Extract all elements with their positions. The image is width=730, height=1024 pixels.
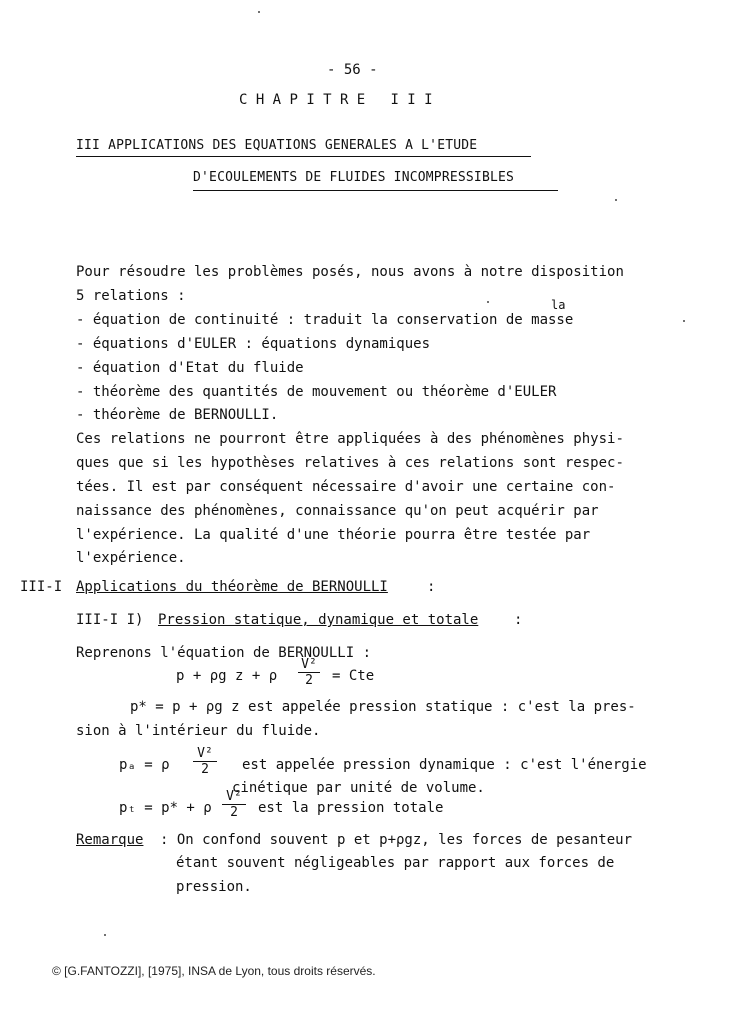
scan-speck: [683, 320, 685, 322]
title-underline-2: [193, 190, 558, 191]
static-pressure-line1: p* = p + ρg z est appelée pression statique : c'est la pres-: [130, 699, 636, 715]
chapter-title-line2: D'ECOULEMENTS DE FLUIDES INCOMPRESSIBLES: [193, 170, 515, 185]
scan-speck: [615, 199, 617, 201]
bernoulli-equation-rhs: = Cte: [332, 668, 375, 684]
subsection-colon: :: [514, 612, 523, 628]
page-number: - 56 -: [327, 62, 378, 78]
intro-line1: Pour résoudre les problèmes posés, nous avons à notre disposition: [76, 264, 624, 280]
scan-speck: [258, 11, 260, 13]
fraction-numerator: V²: [301, 657, 317, 672]
fraction-denominator: 2: [230, 805, 238, 820]
relation-item-1: - équation de continuité : traduit la conservation de masse: [76, 312, 574, 328]
fraction-numerator: V²: [197, 746, 213, 761]
relation-item-5: - théorème de BERNOULLI.: [76, 407, 279, 423]
dynamic-fraction: [193, 747, 217, 776]
relation-item-4: - théorème des quantités de mouvement ou théorème d'EULER: [76, 384, 557, 400]
scan-speck: [104, 934, 106, 936]
bernoulli-fraction: [298, 658, 320, 687]
title-underline-1: [76, 156, 531, 157]
relation-item-3: - équation d'Etat du fluide: [76, 360, 304, 376]
remark-line1: : On confond souvent p et p+ρgz, les forces de pesanteur: [160, 832, 633, 848]
total-fraction: [222, 790, 246, 819]
subsection-number: III-I I): [76, 612, 144, 628]
section-title: Applications du théorème de BERNOULLI: [76, 579, 388, 595]
remark-line3: pression.: [176, 879, 252, 895]
fraction-numerator: V²: [226, 789, 242, 804]
handwritten-insertion: la: [551, 298, 566, 312]
scan-speck: [487, 301, 489, 303]
total-pressure-lhs: pₜ = p* + ρ: [119, 800, 212, 816]
section-colon: :: [427, 579, 436, 595]
intro-line2: 5 relations :: [76, 288, 186, 304]
paragraph-line-3: tées. Il est par conséquent nécessaire d'avoir une certaine con-: [76, 479, 616, 495]
chapter-title-line1: III APPLICATIONS DES EQUATIONS GENERALES A L'ETUDE: [76, 138, 478, 153]
relation-item-2: - équations d'EULER : équations dynamiques: [76, 336, 431, 352]
fraction-denominator: 2: [201, 762, 209, 777]
chapter-heading: CHAPITRE III: [239, 92, 441, 108]
dynamic-pressure-line2: cinétique par unité de volume.: [232, 780, 485, 796]
paragraph-line-2: ques que si les hypothèses relatives à ces relations sont respec-: [76, 455, 624, 471]
subsection-title: Pression statique, dynamique et totale: [158, 612, 479, 628]
paragraph-line-6: l'expérience.: [76, 550, 186, 566]
total-pressure-rhs: est la pression totale: [258, 800, 444, 816]
reprenons-line: Reprenons l'équation de BERNOULLI :: [76, 645, 372, 661]
paragraph-line-1: Ces relations ne pourront être appliquées à des phénomènes physi-: [76, 431, 624, 447]
paragraph-line-5: l'expérience. La qualité d'une théorie pourra être testée par: [76, 527, 591, 543]
bernoulli-equation-lhs: p + ρg z + ρ: [176, 668, 278, 684]
paragraph-line-4: naissance des phénomènes, connaissance qu'on peut acquérir par: [76, 503, 599, 519]
dynamic-pressure-line1: est appelée pression dynamique : c'est l'énergie: [242, 757, 647, 773]
remark-line2: étant souvent négligeables par rapport aux forces de: [176, 855, 615, 871]
fraction-denominator: 2: [305, 673, 313, 688]
static-pressure-line2: sion à l'intérieur du fluide.: [76, 723, 321, 739]
dynamic-pressure-lhs: pₐ = ρ: [119, 757, 170, 773]
section-number: III-I: [20, 579, 63, 595]
copyright-footer: © [G.FANTOZZI], [1975], INSA de Lyon, tous droits réservés.: [52, 964, 376, 978]
remark-label: Remarque: [76, 832, 144, 848]
